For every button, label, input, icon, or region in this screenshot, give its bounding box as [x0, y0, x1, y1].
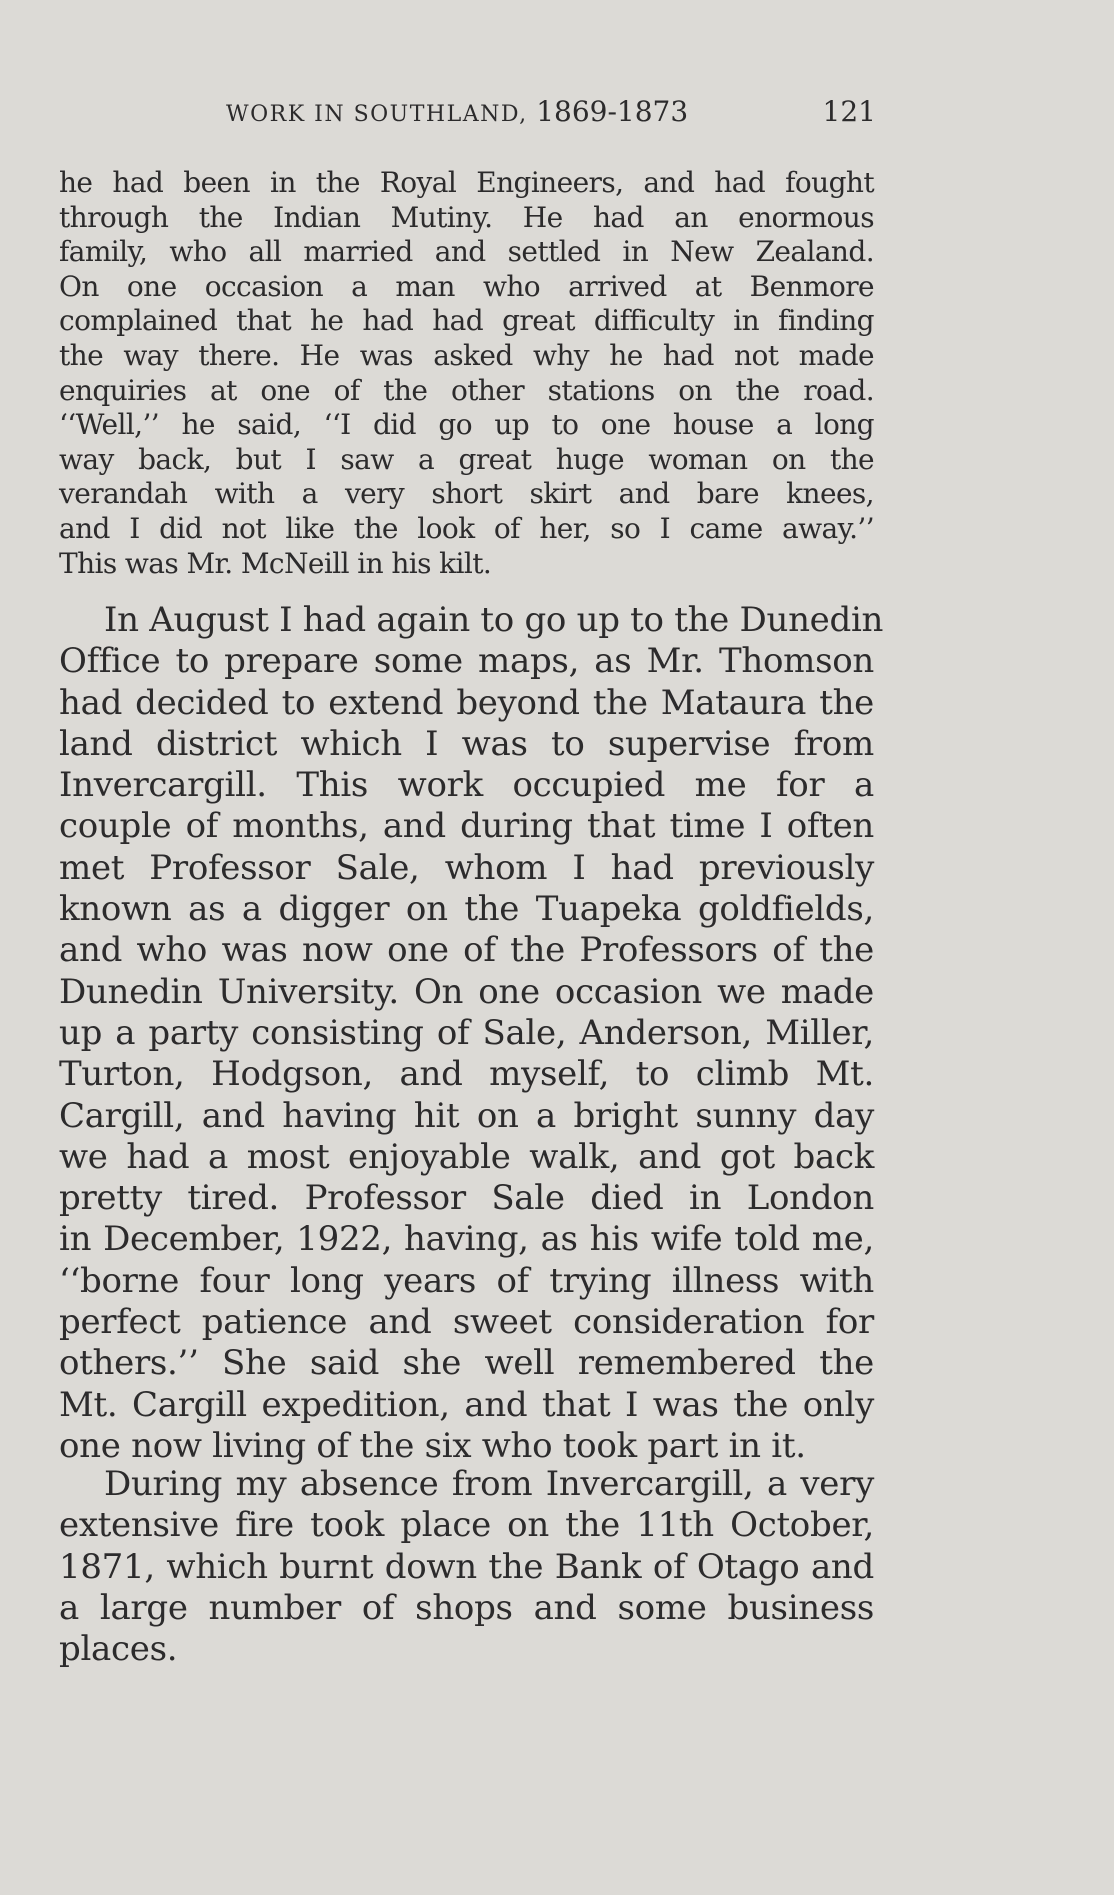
text-line: enquiries at one of the other stations on the road. — [59, 373, 874, 407]
text-line: 1871, which burnt down the Bank of Otago and — [59, 1546, 874, 1587]
paragraph-3 — [59, 1464, 874, 1670]
text-line: verandah with a very short skirt and bare knees, — [59, 477, 874, 511]
text-line: ‘‘Well,’’ he said, ‘‘I did go up to one house a long — [59, 408, 874, 442]
text-line: Invercargill. This work occupied me for a — [59, 765, 874, 806]
text-line: extensive fire took place on the 11th October, — [59, 1505, 874, 1546]
text-line: one now living of the six who took part in it. — [59, 1425, 806, 1466]
text-line: way back, but I saw a great huge woman on the — [59, 442, 874, 476]
page-number: 121 — [822, 95, 876, 128]
text-line: Mt. Cargill expedition, and that I was the only — [59, 1384, 874, 1425]
text-line: a large number of shops and some business — [59, 1587, 874, 1628]
running-title-years: 1869-1873 — [536, 95, 689, 128]
text-line: This was Mr. McNeill in his kilt. — [59, 546, 492, 580]
text-line: ‘‘borne four long years of trying illness with — [59, 1260, 874, 1301]
text-line: Dunedin University. On one occasion we made — [59, 971, 874, 1012]
text-line: we had a most enjoyable walk, and got back — [59, 1136, 874, 1177]
text-line: Cargill, and having hit on a bright sunny day — [59, 1095, 874, 1136]
text-line: complained that he had had great difficulty in finding — [59, 304, 874, 338]
text-line: places. — [59, 1629, 178, 1670]
text-line: through the Indian Mutiny. He had an enormous — [59, 200, 874, 234]
text-line: had decided to extend beyond the Mataura the — [59, 682, 874, 723]
text-line: he had been in the Royal Engineers, and had fought — [59, 166, 874, 199]
running-title — [226, 95, 688, 128]
text-line: the way there. He was asked why he had not made — [59, 338, 874, 372]
paragraph-2 — [59, 600, 884, 1467]
text-line: known as a digger on the Tuapeka goldfields, — [59, 889, 874, 930]
running-header — [226, 95, 876, 135]
text-line: and who was now one of the Professors of the — [59, 930, 874, 971]
paragraph-1 — [59, 166, 874, 581]
text-line: land district which I was to supervise from — [59, 723, 874, 764]
text-line: Office to prepare some maps, as Mr. Thomson — [59, 641, 874, 682]
text-line: family, who all married and settled in New Zealand. — [59, 235, 874, 269]
text-line: couple of months, and during that time I often — [59, 806, 874, 847]
text-line: In August I had again to go up to the Dunedin — [104, 600, 884, 640]
text-line: During my absence from Invercargill, a very — [104, 1464, 874, 1504]
running-title-text: WORK IN SOUTHLAND, — [226, 102, 528, 127]
text-line: pretty tired. Professor Sale died in London — [59, 1178, 874, 1219]
text-line: and I did not like the look of her, so I came away.’’ — [59, 511, 874, 545]
text-line: On one occasion a man who arrived at Benmore — [59, 269, 874, 303]
text-line: perfect patience and sweet consideration for — [59, 1302, 874, 1343]
text-line: others.’’ She said she well remembered the — [59, 1343, 874, 1384]
text-line: Turton, Hodgson, and myself, to climb Mt. — [59, 1054, 874, 1095]
text-line: in December, 1922, having, as his wife told me, — [59, 1219, 874, 1260]
text-line: up a party consisting of Sale, Anderson, Miller, — [59, 1012, 874, 1053]
text-line: met Professor Sale, whom I had previously — [59, 847, 874, 888]
